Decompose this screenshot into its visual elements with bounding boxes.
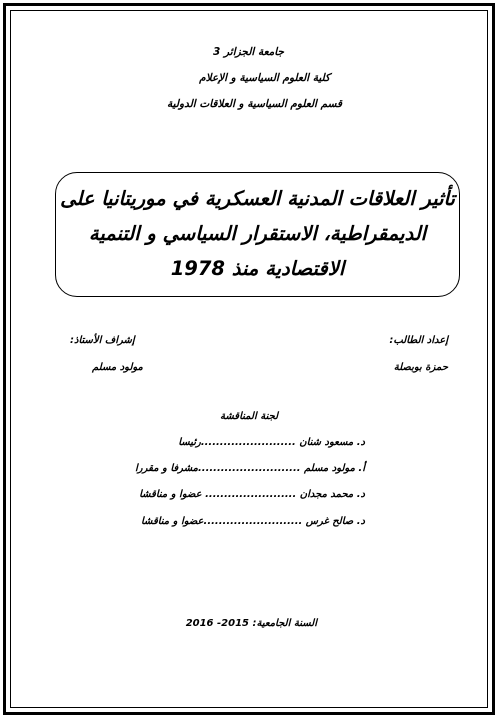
committee-heading: لجنة المناقشة	[220, 411, 279, 422]
thesis-title-line-2: الديمقراطية، الاستقرار السياسي و التنمية	[88, 222, 427, 245]
university-name: جامعة الجزائر 3	[213, 46, 284, 58]
thesis-title-line-3: الاقتصادية منذ 1978	[170, 257, 345, 280]
supervisor-label: إشراف الأستاذ:	[70, 335, 135, 346]
thesis-title-box	[55, 172, 460, 297]
student-name: حمزة بوبصلة	[393, 362, 448, 373]
thesis-title-line-1: تأثير العلاقات المدنية العسكرية في موريتانيا على	[60, 187, 455, 210]
academic-year: السنة الجامعية: 2015- 2016	[185, 618, 317, 629]
committee-member: د. محمد مجدان ........................ عضوا و مناقشا	[139, 489, 365, 500]
faculty-name: كلية العلوم السياسية و الإعلام	[199, 72, 330, 84]
student-label: إعداد الطالب:	[389, 335, 448, 346]
committee-member: د. مسعود شنان .........................رئيسا	[178, 437, 365, 448]
committee-member: د. صالح غرس ..........................عضوا و مناقشا	[140, 516, 365, 527]
committee-member: أ. مولود مسلم ...........................مشرفا و مقررا	[135, 463, 365, 474]
supervisor-name: مولود مسلم	[92, 362, 143, 373]
page-border-inner	[10, 10, 488, 708]
department-name: قسم العلوم السياسية و العلاقات الدولية	[167, 98, 342, 110]
